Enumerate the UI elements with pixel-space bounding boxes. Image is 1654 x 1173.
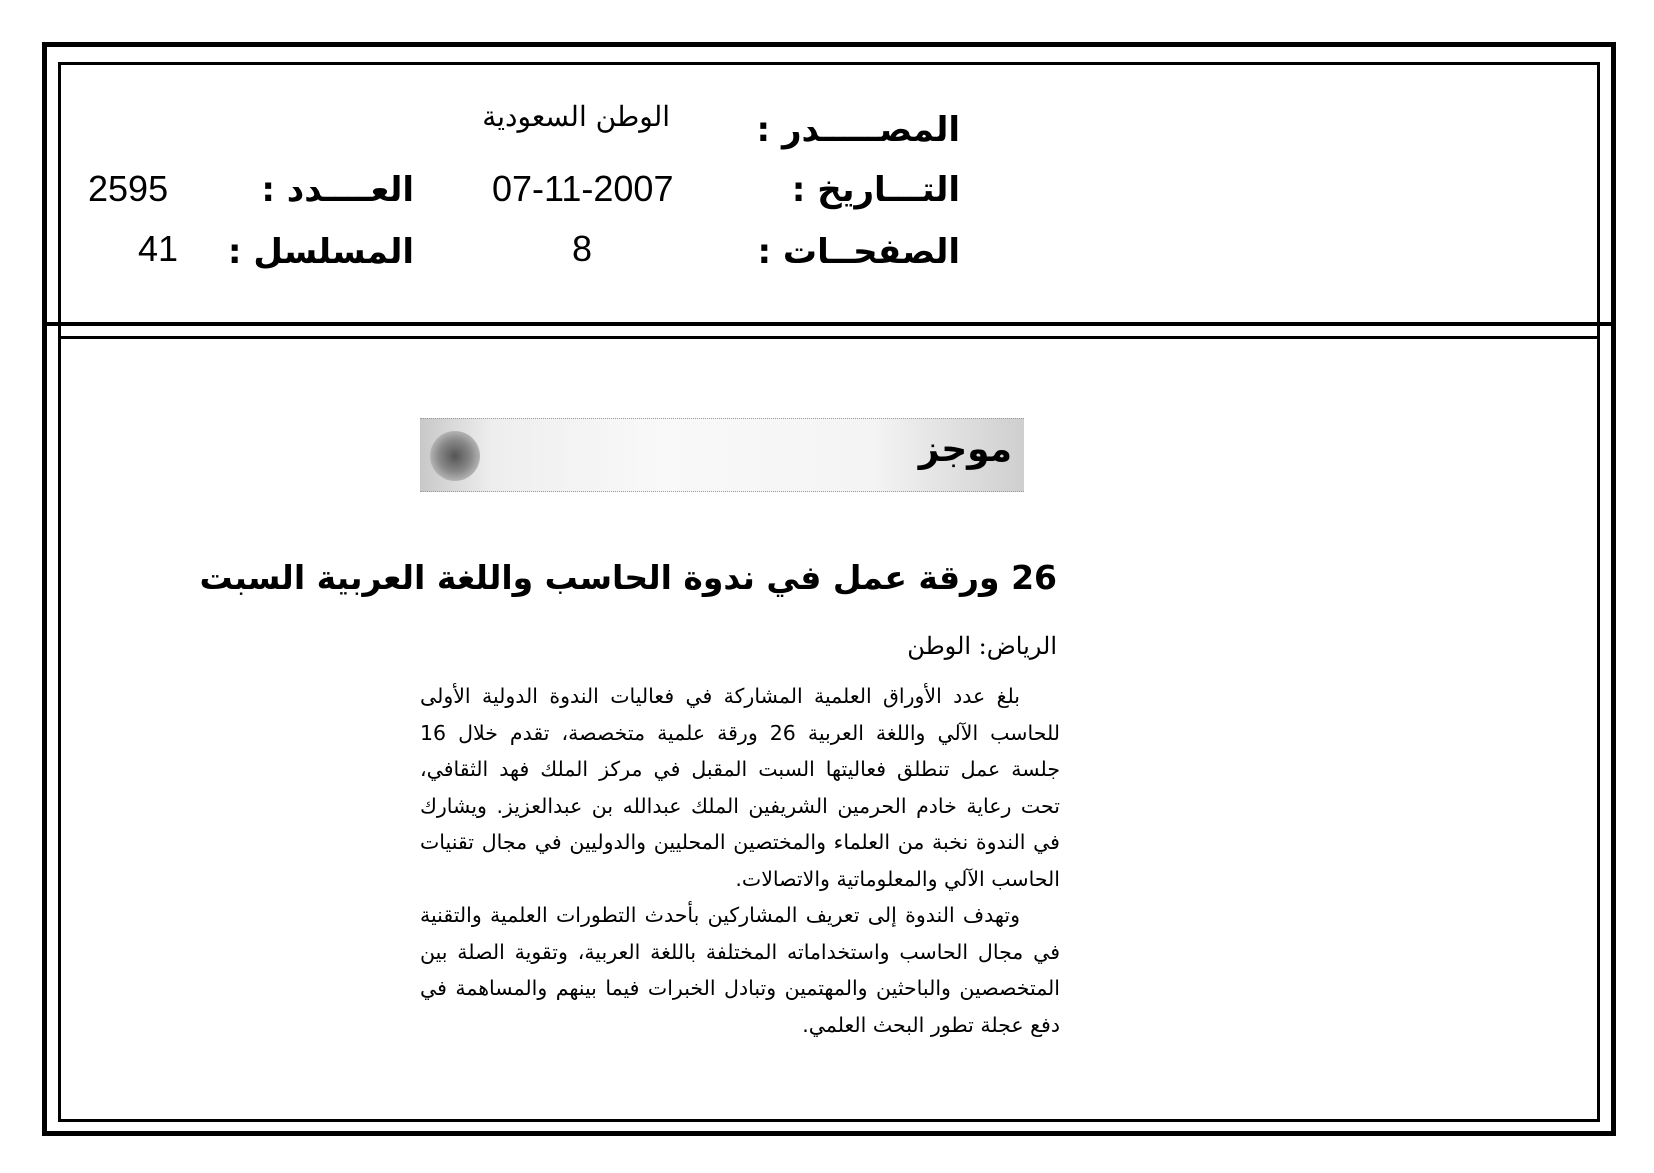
pages-value: 8: [572, 228, 593, 269]
date-value: 07-11-2007: [492, 168, 674, 209]
serial-value: 41: [138, 228, 179, 269]
article-paragraph-1: بلغ عدد الأوراق العلمية المشاركة في فعاليات الندوة الدولية الأولى للحاسب الآلي واللغة العربية 26 ورقة علمية متخصصة، تقدم خلال 16 جلسة عمل تنطلق فعاليتها السبت المقبل في مركز الملك فهد الثقافي، تحت رعاية خادم الحرمين الشريفين الملك عبدالله بن عبدالعزيز. ويشارك في الندوة نخبة من العلماء والمختصين المحليين والدوليين في مجال تقنيات الحاسب الآلي والمعلوماتية والاتصالات.: [420, 684, 1060, 891]
pages-label: الصفحــات :: [757, 232, 960, 272]
issue-label: العــــدد :: [261, 170, 414, 210]
date-label: التـــاريخ :: [791, 170, 960, 210]
header-divider: [47, 322, 1611, 326]
article-body: [420, 678, 1060, 1043]
issue-value: 2595: [88, 168, 169, 209]
banner-ornament-icon: [430, 431, 480, 481]
article-paragraph-2: وتهدف الندوة إلى تعريف المشاركين بأحدث التطورات العلمية والتقنية في مجال الحاسب واستخداماته المختلفة باللغة العربية، وتقوية الصلة بين المتخصصين والباحثين والمهتمين وتبادل الخبرات فيما بينهم والمساهمة في دفع عجلة تطور البحث العلمي.: [420, 903, 1060, 1037]
source-value: الوطن السعودية: [482, 100, 670, 133]
source-label: المصـــــدر :: [756, 110, 960, 150]
header-divider-inner: [58, 336, 1600, 339]
article-byline: الرياض: الوطن: [907, 632, 1057, 660]
article-headline: 26 ورقة عمل في ندوة الحاسب واللغة العربية السبت: [199, 558, 1057, 597]
serial-label: المسلسل :: [227, 232, 414, 272]
section-banner: [420, 418, 1024, 492]
section-title: موجز: [918, 429, 1012, 470]
